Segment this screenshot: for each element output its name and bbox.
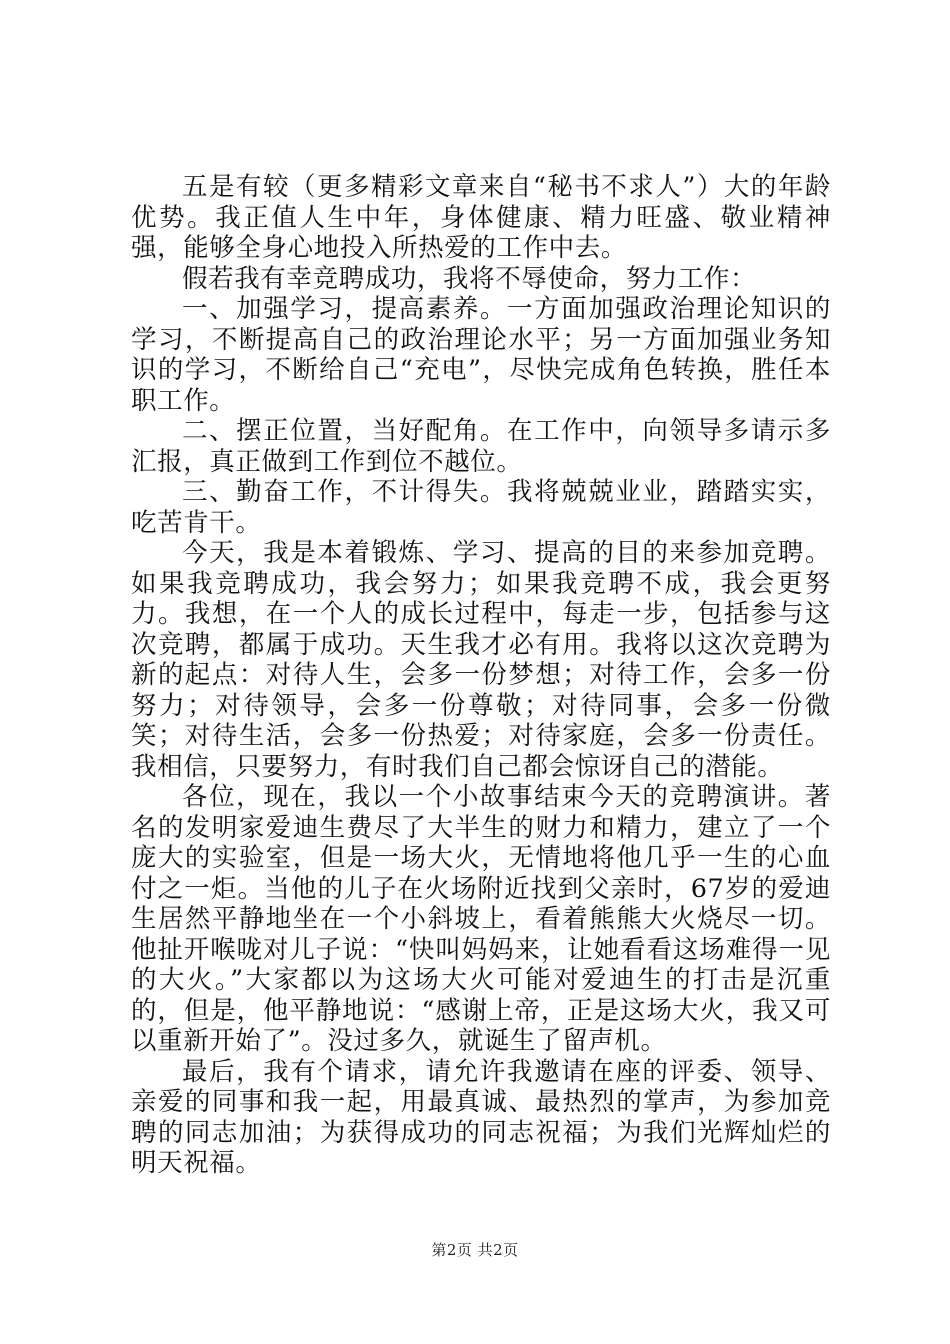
- paragraph-today: 今天，我是本着锻炼、学习、提高的目的来参加竞聘。如果我竞聘成功，我会努力；如果我竞聘不成，我会更努力。我想，在一个人的成长过程中，每走一步，包括参与这次竞聘，都属于成功。天生我才必有用。我将以这次竞聘为新的起点：对待人生，会多一份梦想；对待工作，会多一份努力；对待领导，会多一份尊敬；对待同事，会多一份微笑；对待生活，会多一份热爱；对待家庭，会多一份责任。我相信，只要努力，有时我们自己都会惊讶自己的潜能。: [131, 538, 831, 782]
- paragraph-point-three: 三、勤奋工作，不计得失。我将兢兢业业，踏踏实实，吃苦肯干。: [131, 477, 831, 538]
- document-body: [131, 172, 831, 1179]
- paragraph-commitment: 假若我有幸竞聘成功，我将不辱使命，努力工作：: [182, 263, 757, 294]
- paragraph-point-two: 二、摆正位置，当好配角。在工作中，向领导多请示多汇报，真正做到工作到位不越位。: [131, 416, 831, 477]
- page-number-footer: 第2页 共2页: [431, 1241, 519, 1259]
- paragraph-age-advantage: 五是有较（更多精彩文章来自“秘书不求人”）大的年龄优势。我正值人生中年，身体健康、精力旺盛、敬业精神强，能够全身心地投入所热爱的工作中去。: [131, 172, 831, 263]
- paragraph-closing-request: 最后，我有个请求，请允许我邀请在座的评委、领导、亲爱的同事和我一起，用最真诚、最热烈的掌声，为参加竞聘的同志加油；为获得成功的同志祝福；为我们光辉灿烂的明天祝福。: [131, 1056, 831, 1178]
- paragraph-point-one: 一、加强学习，提高素养。一方面加强政治理论知识的学习，不断提高自己的政治理论水平；另一方面加强业务知识的学习，不断给自己“充电”，尽快完成角色转换，胜任本职工作。: [131, 294, 831, 416]
- paragraph-edison-story: 各位，现在，我以一个小故事结束今天的竞聘演讲。著名的发明家爱迪生费尽了大半生的财力和精力，建立了一个庞大的实验室，但是一场大火，无情地将他几乎一生的心血付之一炬。当他的儿子在火场附近找到父亲时，67岁的爱迪生居然平静地坐在一个小斜坡上，看着熊熊大火烧尽一切。他扯开喉咙对儿子说：“快叫妈妈来，让她看看这场难得一见的大火。”大家都以为这场大火可能对爱迪生的打击是沉重的，但是，他平静地说：“感谢上帝，正是这场大火，我又可以重新开始了”。没过多久，就诞生了留声机。: [131, 782, 831, 1056]
